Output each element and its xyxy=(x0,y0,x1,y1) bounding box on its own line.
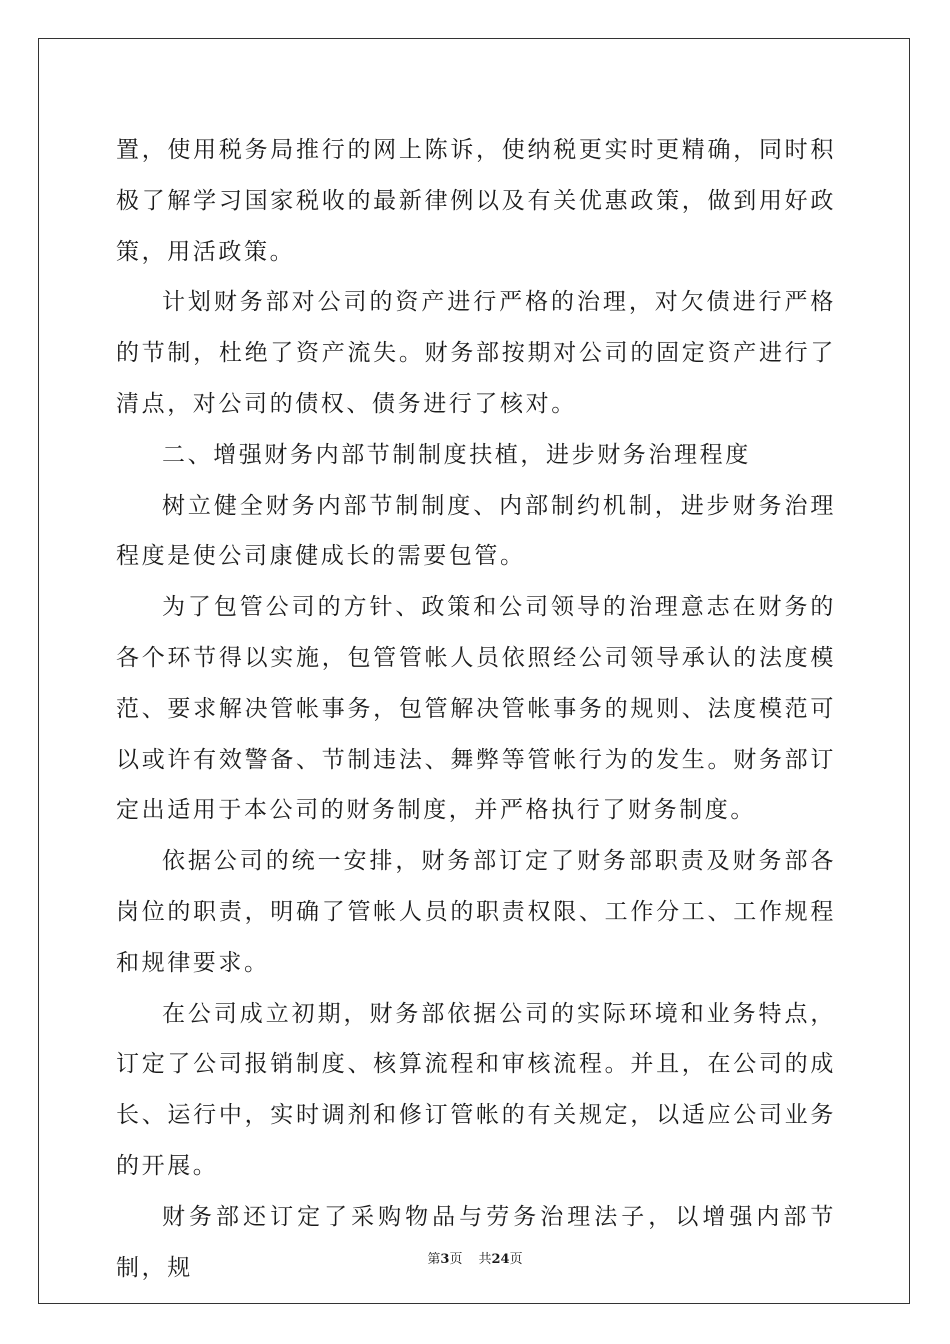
document-body xyxy=(116,125,836,1293)
paragraph-responsibilities: 依据公司的统一安排，财务部订定了财务部职责及财务部各岗位的职责，明确了管帐人员的职责权限、工作分工、工作规程和规律要求。 xyxy=(116,848,836,976)
total-suffix: 页 xyxy=(509,1252,523,1267)
page-suffix: 页 xyxy=(449,1252,463,1267)
paragraph-continuation: 置，使用税务局推行的网上陈诉，使纳税更实时更精确，同时积极了解学习国家税收的最新律例以及有关优惠政策，做到用好政策，用活政策。 xyxy=(116,137,836,265)
total-pages: 24 xyxy=(491,1252,510,1267)
paragraph-policy-implementation: 为了包管公司的方针、政策和公司领导的治理意志在财务的各个环节得以实施，包管管帐人员依照经公司领导承认的法度模范、要求解决管帐事务，包管解决管帐事务的规则、法度模范可以或许有效警备、节制违法、舞弊等管帐行为的发生。财务部订定出适用于本公司的财务制度，并严格执行了财务制度。 xyxy=(116,594,836,824)
paragraph-internal-control: 树立健全财务内部节制制度、内部制约机制，进步财务治理程度是使公司康健成长的需要包管。 xyxy=(116,492,836,570)
section-heading: 二、增强财务内部节制制度扶植，进步财务治理程度 xyxy=(162,441,751,468)
paragraph-procurement: 财务部还订定了采购物品与劳务治理法子，以增强内部节制，规 xyxy=(116,1203,836,1281)
paragraph-asset-management: 计划财务部对公司的资产进行严格的治理，对欠债进行严格的节制，杜绝了资产流失。财务部按期对公司的固定资产进行了清点，对公司的债权、债务进行了核对。 xyxy=(116,289,836,417)
page-number: 3 xyxy=(440,1252,450,1267)
total-prefix: 共 xyxy=(478,1252,492,1267)
page-footer xyxy=(0,1248,950,1267)
paragraph-early-stage: 在公司成立初期，财务部依据公司的实际环境和业务特点，订定了公司报销制度、核算流程和审核流程。并且，在公司的成长、运行中，实时调剂和修订管帐的有关规定，以适应公司业务的开展。 xyxy=(116,1000,836,1179)
page-prefix: 第 xyxy=(427,1252,441,1267)
